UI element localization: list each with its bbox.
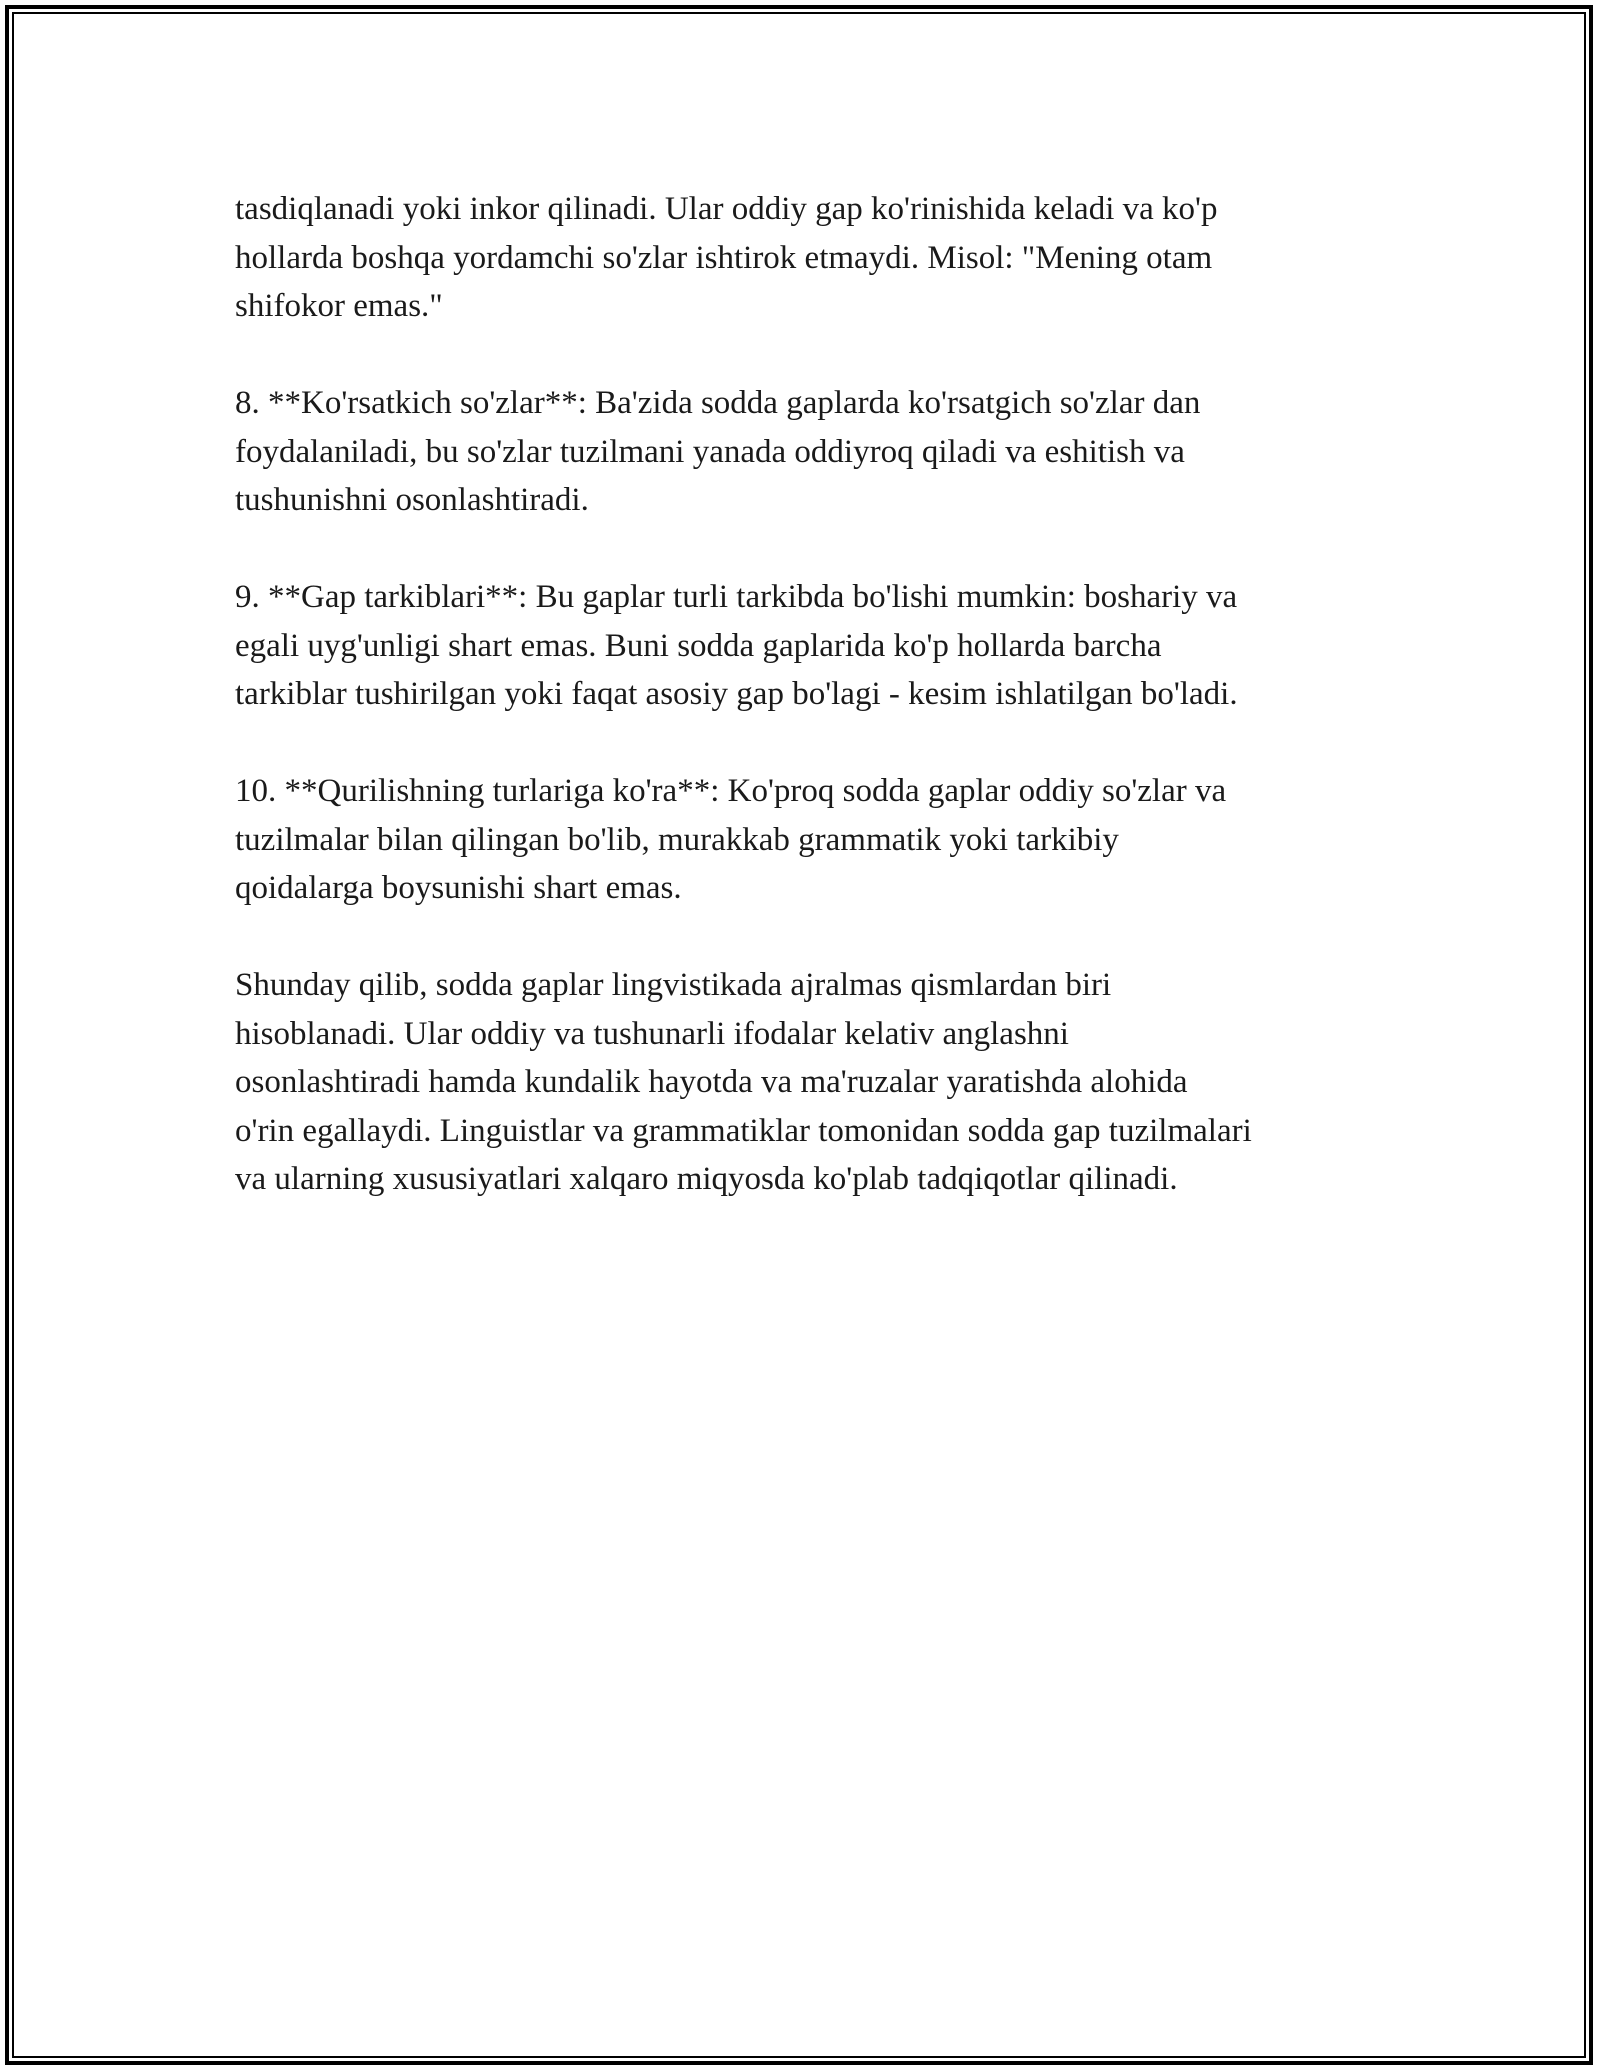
text-line: Shunday qilib, sodda gaplar lingvistikada ajralmas qismlardan biri (235, 967, 1112, 1003)
text-line: qoidalarga boysunishi shart emas. (235, 870, 682, 906)
text-line: va ularning xususiyatlari xalqaro miqyosda ko'plab tadqiqotlar qilinadi. (235, 1161, 1178, 1197)
text-line: 8. **Ko'rsatkich so'zlar**: Ba'zida sodda gaplarda ko'rsatgich so'zlar dan (235, 385, 1201, 421)
paragraph-intro-continuation (235, 185, 1375, 331)
paragraph-item-9 (235, 573, 1375, 719)
text-line: tushunishni osonlashtiradi. (235, 482, 589, 518)
text-line: egali uyg'unligi shart emas. Buni sodda gaplarida ko'p hollarda barcha (235, 627, 1162, 664)
paragraph-item-10 (235, 767, 1375, 913)
text-line: hollarda boshqa yordamchi so'zlar ishtirok etmaydi. Misol: "Mening otam (235, 239, 1213, 276)
text-line: o'rin egallaydi. Linguistlar va grammatiklar tomonidan sodda gap tuzilmalari (235, 1112, 1252, 1149)
text-line: tasdiqlanadi yoki inkor qilinadi. Ular oddiy gap ko'rinishida keladi va ko'p (235, 191, 1218, 227)
text-line: foydalaniladi, bu so'zlar tuzilmani yanada oddiyroq qiladi va eshitish va (235, 433, 1185, 470)
paragraph-item-8 (235, 379, 1375, 525)
document-body (235, 185, 1375, 1252)
text-line: shifokor emas." (235, 288, 443, 324)
text-line: 9. **Gap tarkiblari**: Bu gaplar turli tarkibda bo'lishi mumkin: boshariy va (235, 579, 1238, 615)
text-line: 10. **Qurilishning turlariga ko'ra**: Ko'proq sodda gaplar oddiy so'zlar va (235, 773, 1227, 809)
paragraph-conclusion (235, 961, 1375, 1204)
text-line: tuzilmalar bilan qilingan bo'lib, murakkab grammatik yoki tarkibiy (235, 821, 1119, 858)
text-line: hisoblanadi. Ular oddiy va tushunarli ifodalar kelativ anglashni (235, 1015, 1069, 1052)
text-line: osonlashtiradi hamda kundalik hayotda va ma'ruzalar yaratishda alohida (235, 1064, 1188, 1100)
text-line: tarkiblar tushirilgan yoki faqat asosiy gap bo'lagi - kesim ishlatilgan bo'ladi. (235, 676, 1238, 712)
